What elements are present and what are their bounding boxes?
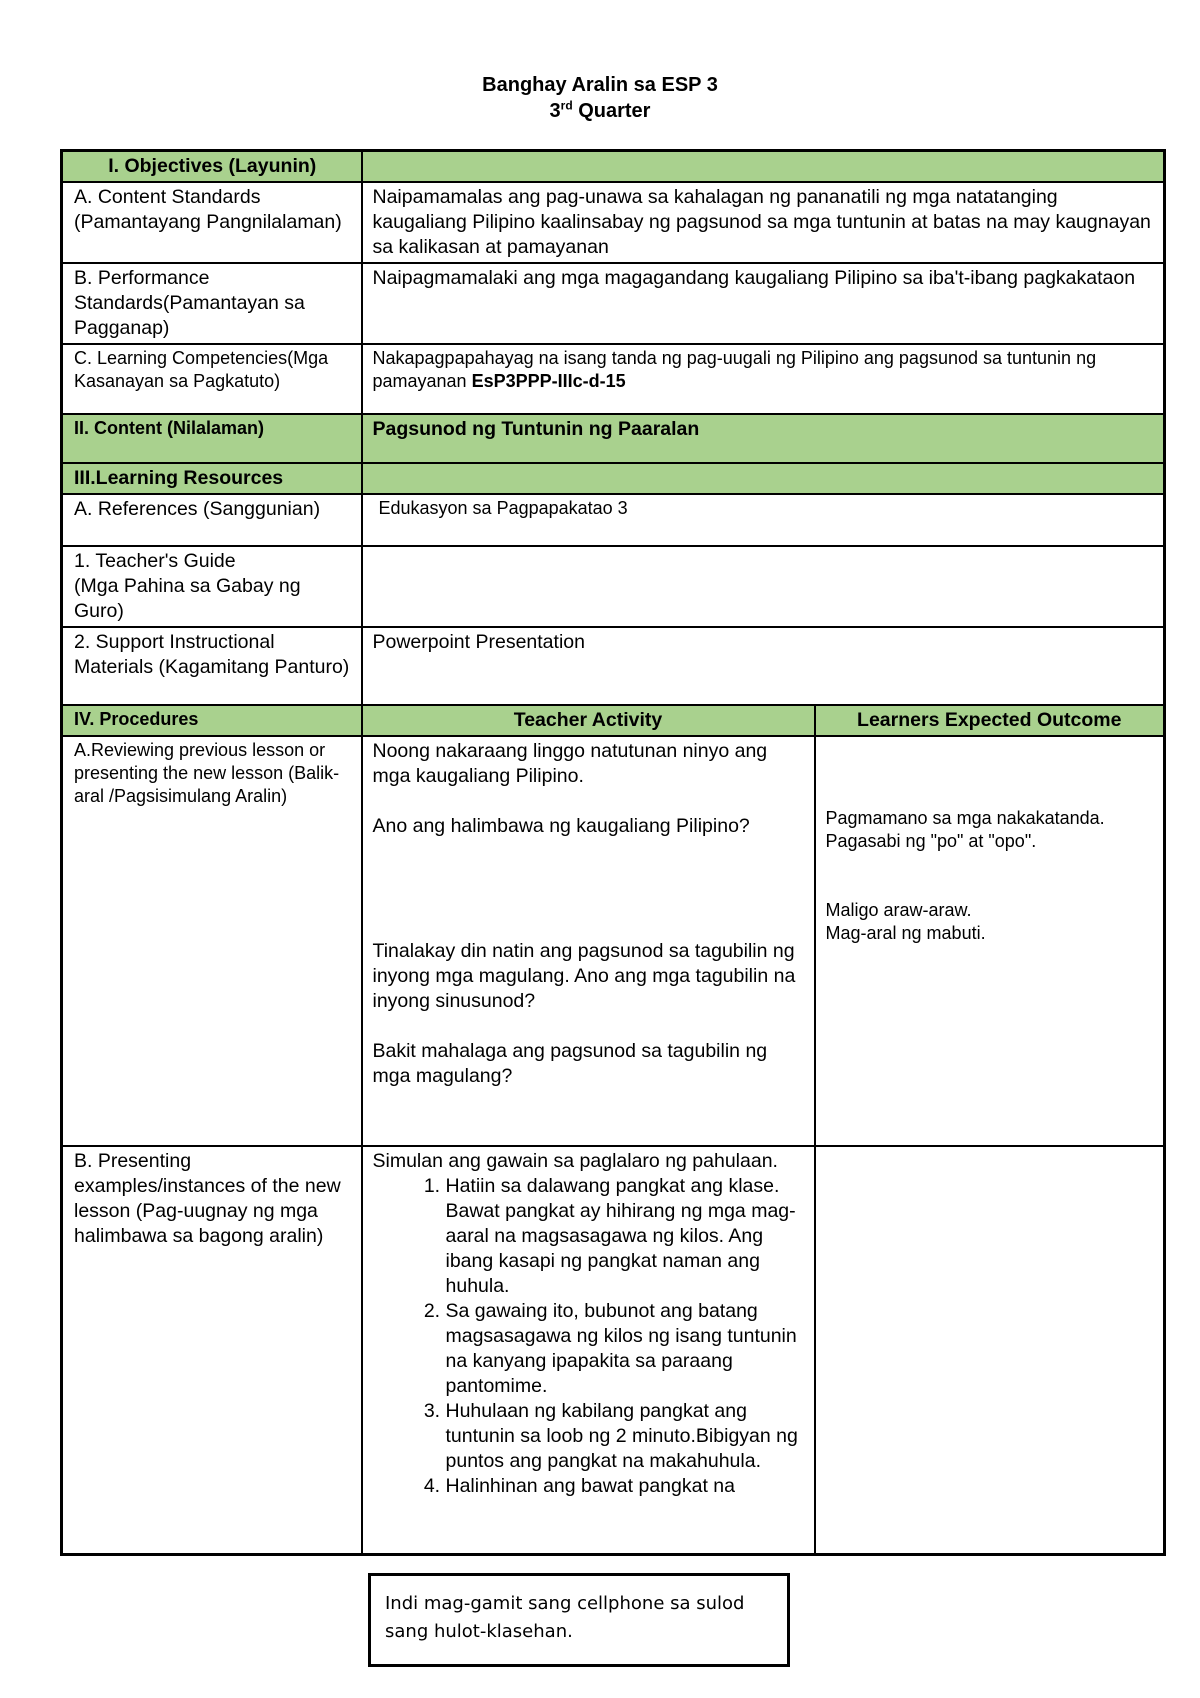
references-value: Edukasyon sa Pagpapakatao 3 [362, 494, 1165, 546]
procedure-b-step: 2. Sa gawaing ito, bubunot ang batang magsasagawa ng kilos ng isang tuntunin na kanyang ipapakita sa paraang pantomime. [446, 1299, 804, 1399]
competency-code: EsP3PPP-IIIc-d-15 [471, 371, 626, 391]
procedure-b-learners [815, 1146, 1165, 1554]
content-standards-row [62, 182, 1165, 263]
procedure-a-label: A.Reviewing previous lesson or presenting the new lesson (Balik-aral /Pagsisimulang Aralin) [62, 736, 362, 1146]
objectives-header-row [62, 151, 1165, 183]
procedure-a-teacher-p4: Bakit mahalaga ang pagsunod sa tagubilin ng mga magulang? [372, 1040, 768, 1087]
learning-competencies-label: C. Learning Competencies(Mga Kasanayan sa Pagkatuto) [62, 344, 362, 414]
procedure-b-teacher [362, 1146, 815, 1554]
learners-outcome-heading: Learners Expected Outcome [815, 705, 1165, 736]
support-materials-value: Powerpoint Presentation [362, 627, 1165, 705]
content-topic: Pagsunod ng Tuntunin ng Paaralan [362, 414, 1165, 463]
procedure-a-learners [815, 736, 1165, 1146]
quarter-word: Quarter [578, 100, 651, 122]
teacher-activity-heading: Teacher Activity [362, 705, 815, 736]
procedure-a-learner-1: Pagmamano sa mga nakakatanda. Pagasabi ng "po" at "opo". [825, 808, 1105, 851]
teachers-guide-row [62, 546, 1165, 627]
content-heading: II. Content (Nilalaman) [62, 414, 362, 463]
references-row [62, 494, 1165, 546]
lesson-plan-table [60, 149, 1166, 1556]
procedure-b-label: B. Presenting examples/instances of the new lesson (Pag-uugnay ng mga halimbawa sa bagong aralin) [62, 1146, 362, 1554]
performance-standards-label: B. Performance Standards(Pamantayan sa Pagganap) [62, 263, 362, 344]
teachers-guide-value [362, 546, 1165, 627]
content-standards-label: A. Content Standards (Pamantayang Pangnilalaman) [62, 182, 362, 263]
resources-heading: III.Learning Resources [62, 463, 362, 494]
support-materials-label: 2. Support Instructional Materials (Kagamitang Panturo) [62, 627, 362, 705]
procedures-header-row [62, 705, 1165, 736]
procedure-b-step: 4. Halinhinan ang bawat pangkat na [446, 1474, 804, 1499]
procedure-b-steps [373, 1174, 804, 1499]
resources-heading-blank [362, 463, 1165, 494]
content-row [62, 414, 1165, 463]
references-label: A. References (Sanggunian) [62, 494, 362, 546]
teachers-guide-label: 1. Teacher's Guide (Mga Pahina sa Gabay ng Guro) [62, 546, 362, 627]
procedure-a-row [62, 736, 1165, 1146]
content-standards-text: Naipamamalas ang pag-unawa sa kahalagan ng pananatili ng mga natatanging kaugaliang Pilipino kaalinsabay ng pagsunod sa mga tuntunin at batas na may kaugnayan sa kalikasan at pamayanan [362, 182, 1165, 263]
quarter-suffix: rd [560, 98, 573, 113]
procedure-a-teacher-p2: Ano ang halimbawa ng kaugaliang Pilipino? [372, 815, 750, 837]
quarter-subtitle [0, 98, 1200, 124]
document-title: Banghay Aralin sa ESP 3 [482, 74, 718, 96]
objectives-heading: I. Objectives (Layunin) [62, 151, 362, 183]
resources-header-row [62, 463, 1165, 494]
procedure-a-learner-2: Maligo araw-araw. Mag-aral ng mabuti. [825, 900, 986, 943]
classroom-rule-note: Indi mag-gamit sang cellphone sa sulod sang hulot-klasehan. [368, 1573, 790, 1667]
procedure-a-teacher [362, 736, 815, 1146]
procedure-b-step: 1. Hatiin sa dalawang pangkat ang klase. Bawat pangkat ay hihirang ng mga mag-aaral na magsasagawa ng kilos. Ang ibang kasapi ng pangkat naman ang huhula. [446, 1174, 804, 1299]
learning-competencies-row [62, 344, 1165, 414]
procedure-b-step: 3. Huhulaan ng kabilang pangkat ang tuntunin sa loob ng 2 minuto.Bibigyan ng puntos ang pangkat na makahuhula. [446, 1399, 804, 1474]
procedures-heading: IV. Procedures [62, 705, 362, 736]
learning-competencies-text: Nakapagpapahayag na isang tanda ng pag-uugali ng Pilipino ang pagsunod sa tuntunin ng pamayanan [372, 348, 1097, 391]
procedure-b-intro: Simulan ang gawain sa paglalaro ng pahulaan. [372, 1150, 778, 1172]
performance-standards-text: Naipagmamalaki ang mga magagandang kaugaliang Pilipino sa iba't-ibang pagkakataon [362, 263, 1165, 344]
performance-standards-row [62, 263, 1165, 344]
support-materials-row [62, 627, 1165, 705]
learning-competencies-cell [362, 344, 1165, 414]
procedure-a-teacher-p3: Tinalakay din natin ang pagsunod sa tagubilin ng inyong mga magulang. Ano ang mga tagubilin na inyong sinusunod? [372, 940, 796, 1012]
procedure-a-teacher-p1: Noong nakaraang linggo natutunan ninyo ang mga kaugaliang Pilipino. [372, 740, 768, 787]
objectives-heading-blank [362, 151, 1165, 183]
procedure-b-row [62, 1146, 1165, 1554]
quarter-number: 3 [549, 100, 561, 122]
